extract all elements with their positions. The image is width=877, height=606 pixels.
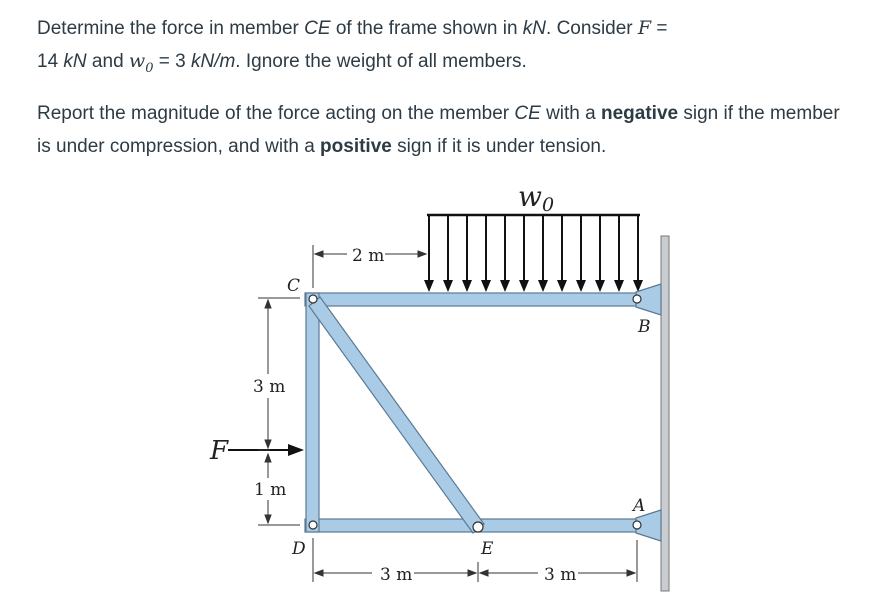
load-arrow-head <box>576 280 586 292</box>
member-ce-ref: CE <box>304 18 331 39</box>
label-e: E <box>481 539 494 559</box>
load-arrow-head <box>595 280 605 292</box>
label-b: B <box>638 317 651 337</box>
load-arrow-head <box>614 280 624 292</box>
pin-a <box>633 521 641 529</box>
wall <box>661 236 669 591</box>
load-arrow-head <box>538 280 548 292</box>
pin-b <box>633 295 641 303</box>
label-d: D <box>292 539 306 559</box>
positive-keyword: positive <box>320 136 392 157</box>
var-w0: w <box>128 50 146 72</box>
pin-e <box>473 522 483 532</box>
dim-1m-label: 1 m <box>254 480 287 500</box>
dim-3m-bottom-left-label: 3 m <box>380 565 413 585</box>
load-label-w0: w0 <box>518 180 555 216</box>
pin-c <box>309 295 317 303</box>
member-cb <box>305 293 658 306</box>
dim-3m-left-label: 3 m <box>253 377 286 397</box>
pin-d <box>309 521 317 529</box>
load-arrow-head <box>424 280 434 292</box>
load-arrow-head <box>557 280 567 292</box>
negative-keyword: negative <box>601 103 679 124</box>
force-label-f: F <box>210 436 229 466</box>
distributed-load <box>424 215 643 292</box>
load-arrow-head <box>443 280 453 292</box>
label-a: A <box>633 496 646 516</box>
load-arrow-head <box>500 280 510 292</box>
question-text: Determine the force in member CE of the frame shown in kN. Consider F = 14 kN and $w_0 = 3$ kN/m. Ignore the weight of all members. <box>37 17 668 76</box>
var-f: F <box>637 17 652 39</box>
dim-bottom <box>313 538 637 582</box>
load-arrow-head <box>519 280 529 292</box>
member-ce <box>309 297 484 533</box>
label-c: C <box>287 276 301 296</box>
member-cd <box>306 293 319 532</box>
dim-2m-label: 2 m <box>352 246 385 266</box>
dim-3m-bottom-right-label: 3 m <box>544 565 577 585</box>
load-arrow-head <box>462 280 472 292</box>
load-arrow-head <box>481 280 491 292</box>
report-instructions: Report the magnitude of the force acting on the member CE with a negative sign if the member is under compression, and with a positive sign if it is under tension. <box>37 103 840 157</box>
